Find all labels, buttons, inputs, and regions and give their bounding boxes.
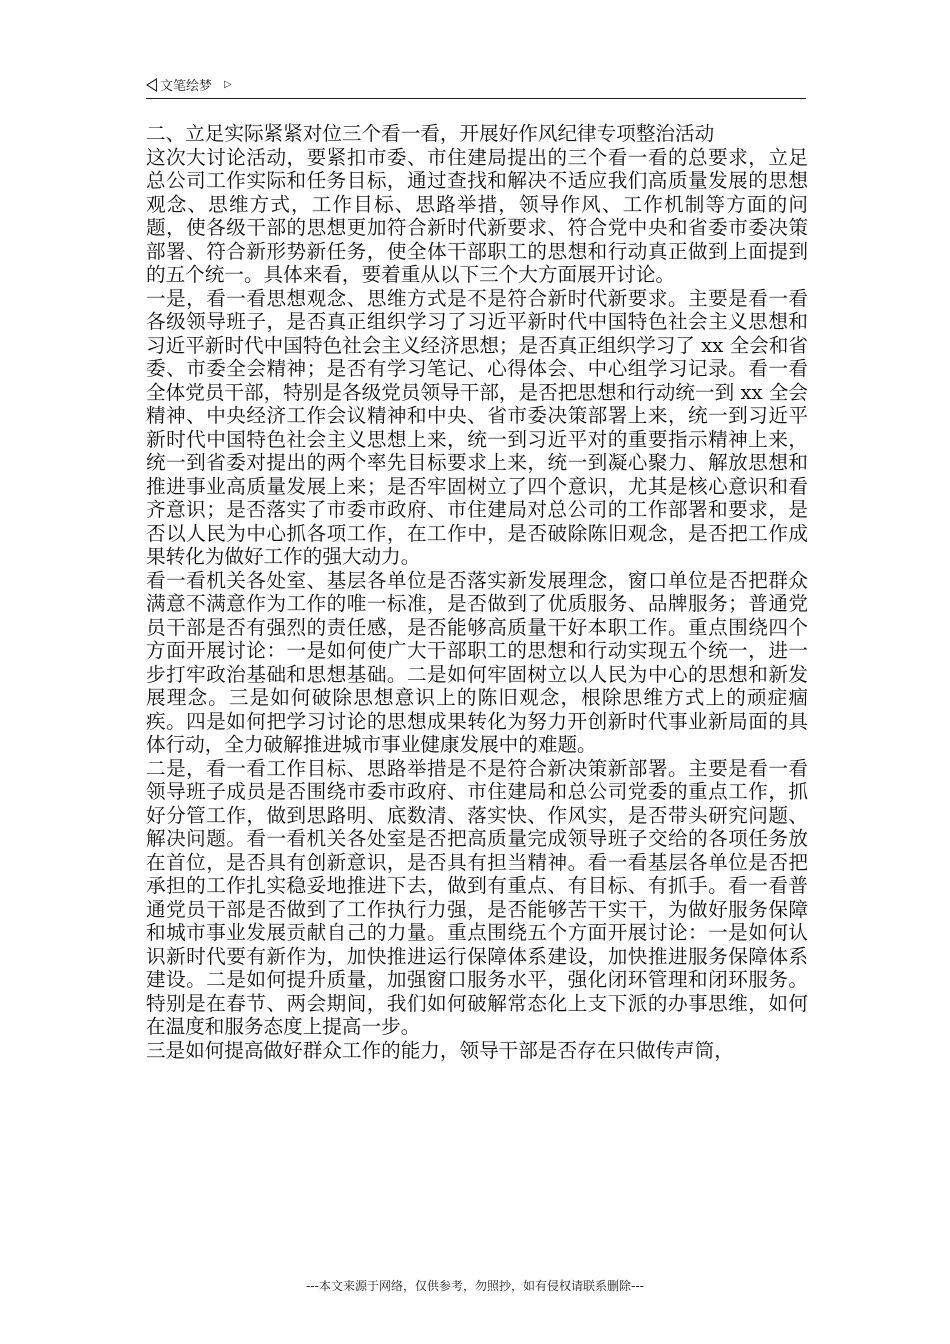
section-heading: 二、立足实际紧紧对位三个看一看，开展好作风纪律专项整治活动 [146, 122, 715, 145]
paragraph: 这次大讨论活动，要紧扣市委、市住建局提出的三个看一看的总要求，立足总公司工作实际和任务目标，通过查找和解决不适应我们高质量发展的思想观念、思维方式，工作目标、思路举措，领导作风、工作机制等方面的问题，使各级干部的思想更加符合新时代新要求、符合党中央和省委市委决策部署、符合新形势新任务，使全体干部职工的思想和行动真正做到上面提到的五个统一。具体来看，要着重从以下三个大方面展开讨论。 [146, 145, 808, 286]
triangle-right-icon: ▷ [224, 79, 232, 90]
paragraph: 三是如何提高做好群众工作的能力，领导干部是否存在只做传声筒， [146, 1038, 734, 1062]
paragraph: 二是，看一看工作目标、思路举措是不是符合新决策新部署。主要是看一看领导班子成员是否围绕市委市政府、市住建局和总公司党委的重点工作，抓好分管工作，做到思路明、底数清、落实快、作风实，是否带头研究问题、解决问题。看一看机关各处室是否把高质量完成领导班子交给的各项任务放在首位，是否具有创新意识，是否具有担当精神。看一看基层各单位是否把承担的工作扎实稳妥地推进下去，做到有重点、有目标、有抓手。看一看普通党员干部是否做到了工作执行力强，是否能够苦干实干，为做好服务保障和城市事业发展贡献自己的力量。重点围绕五个方面开展讨论：一是如何认识新时代要有新作为，加快推进运行保障体系建设，加快推进服务保障体系建设。二是如何提升质量，加强窗口服务水平，强化闭环管理和闭环服务。特别是在春节、两会期间，我们如何破解常态化上支下派的办事思维，如何在温度和服务态度上提高一步。 [146, 756, 808, 1038]
page-header [146, 76, 806, 98]
paragraph: 看一看机关各处室、基层各单位是否落实新发展理念，窗口单位是否把群众满意不满意作为工作的唯一标准，是否做到了优质服务、品牌服务；普通党员干部是否有强烈的责任感，是否能够高质量干好本职工作。重点围绕四个方面开展讨论：一是如何使广大干部职工的思想和行动实现五个统一，进一步打牢政治基础和思想基础。二是如何牢固树立以人民为中心的思想和新发展理念。三是如何破除思想意识上的陈旧观念，根除思维方式上的顽症痼疾。四是如何把学习讨论的思想成果转化为努力开创新时代事业新局面的具体行动，全力破解推进城市事业健康发展中的难题。 [146, 568, 808, 756]
header-divider [146, 98, 806, 99]
footer-disclaimer: ---本文来源于网络，仅供参考，勿照抄，如有侵权请联系删除--- [306, 1279, 644, 1293]
triangle-left-icon [146, 78, 157, 92]
document-body [146, 122, 808, 1062]
paragraph: 一是，看一看思想观念、思维方式是不是符合新时代新要求。主要是看一看各级领导班子，是否真正组织学习了习近平新时代中国特色社会主义思想和习近平新时代中国特色社会主义经济思想；是否真正组织学习了 xx 全会和省委、市委全会精神；是否有学习笔记、心得体会、中心组学习记录。看一看全体党员干部，特别是各级党员领导干部，是否把思想和行动统一到 xx 全会精神、中央经济工作会议精神和中央、省市委决策部署上来，统一到习近平新时代中国特色社会主义思想上来，统一到习近平对的重要指示精神上来，统一到省委对提出的两个率先目标要求上来，统一到凝心聚力、解放思想和推进事业高质量发展上来；是否牢固树立了四个意识，尤其是核心意识和看齐意识；是否落实了市委市政府、市住建局对总公司的工作部署和要求，是否以人民为中心抓各项工作，在工作中，是否破除陈旧观念，是否把工作成果转化为做好工作的强大动力。 [146, 286, 808, 568]
header-title: 文笔绘梦 [160, 79, 213, 94]
